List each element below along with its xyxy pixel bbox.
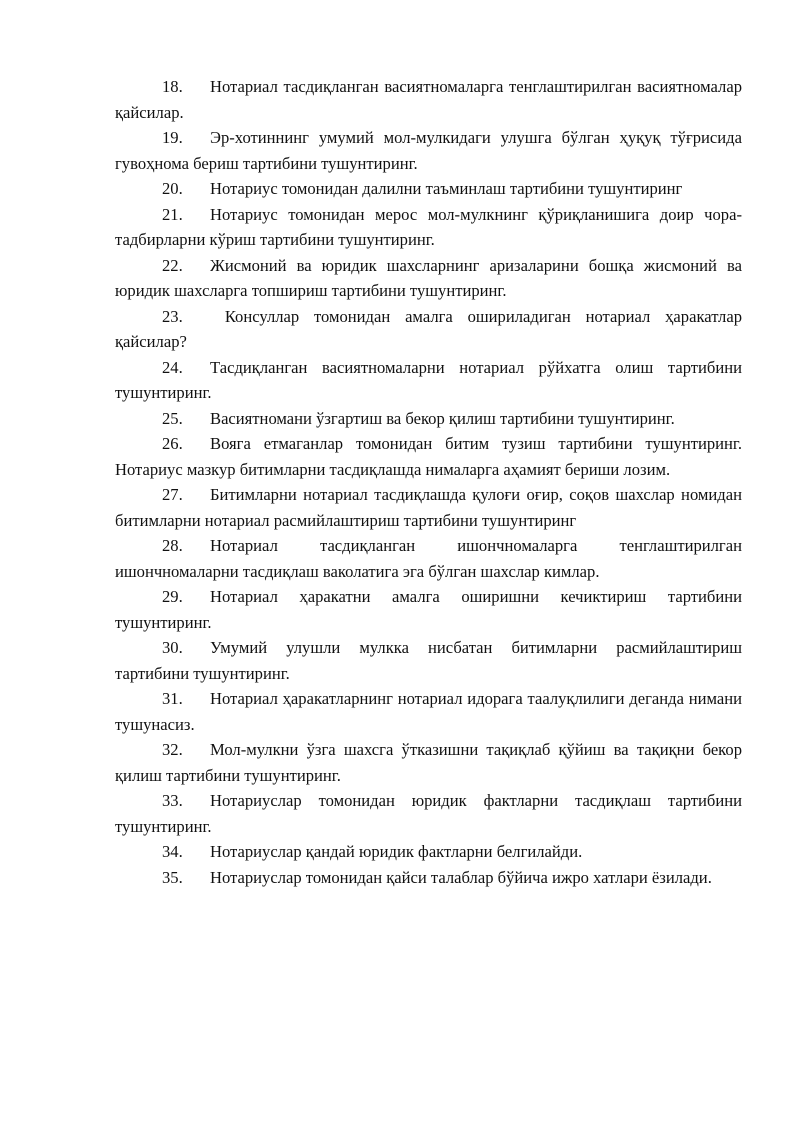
- item-number: 28.: [162, 536, 183, 555]
- item-number: 23.: [162, 306, 183, 326]
- list-item: [115, 533, 742, 584]
- list-item: [115, 482, 742, 533]
- item-number: 32.: [162, 740, 183, 759]
- item-number: 19.: [162, 128, 183, 147]
- item-text: Нотариус томонидан мерос мол-мулкнинг қўриқланишига доир чора-тадбирларни кўриш тартибини тушунтиринг.: [115, 204, 742, 249]
- item-text: Тасдиқланган васиятномаларни нотариал рўйхатга олиш тартибини тушунтиринг.: [115, 357, 742, 402]
- item-number: 29.: [162, 587, 183, 606]
- item-number: 33.: [162, 791, 183, 810]
- list-item: [115, 202, 742, 253]
- item-text: Нотариуслар томонидан юридик фактларни тасдиқлаш тартибини тушунтиринг.: [115, 791, 742, 836]
- item-number: 25.: [162, 408, 183, 428]
- item-text: Эр-хотиннинг умумий мол-мулкидаги улушга бўлган ҳуқуқ тўғрисида гувоҳнома бериш тартибини тушунтиринг.: [115, 128, 742, 173]
- list-item: [115, 839, 742, 865]
- item-number: 34.: [162, 842, 183, 861]
- item-number: 31.: [162, 689, 183, 708]
- item-text: Васиятномани ўзгартиш ва бекор қилиш тартибини тушунтиринг.: [210, 408, 675, 428]
- item-number: 18.: [162, 77, 183, 96]
- item-text: Мол-мулкни ўзга шахсга ўтказишни тақиқлаб қўйиш ва тақиқни бекор қилиш тартибини тушунтиринг.: [115, 740, 742, 785]
- list-item: [115, 737, 742, 788]
- item-text: Нотариуслар қандай юридик фактларни белгилайди.: [210, 842, 583, 861]
- item-text: Нотариал ҳаракатни амалга оширишни кечиктириш тартибини тушунтиринг.: [115, 587, 742, 632]
- item-text: Нотариал тасдиқланган васиятномаларга тенглаштирилган васиятномалар қайсилар.: [115, 77, 742, 122]
- list-item: [115, 125, 742, 176]
- item-text: Нотариал тасдиқланган ишончномаларга тенглаштирилган ишончномаларни тасдиқлаш ваколатига эга бўлган шахслар кимлар.: [115, 536, 742, 581]
- item-text: Битимларни нотариал тасдиқлашда қулоғи оғир, соқов шахслар номидан битимларни нотариал расмийлаштириш тартибини тушунтиринг: [115, 485, 742, 530]
- list-item: [115, 584, 742, 635]
- list-item: [115, 788, 742, 839]
- item-text: Нотариал ҳаракатларнинг нотариал идорага таалуқлилиги деганда нимани тушунасиз.: [115, 689, 742, 734]
- item-number: 20.: [162, 179, 183, 198]
- item-text: Вояга етмаганлар томонидан битим тузиш тартибини тушунтиринг. Нотариус мазкур битимларни тасдиқлашда нималарга аҳамият бериши лозим.: [115, 434, 742, 479]
- list-item: [115, 74, 742, 125]
- list-item: [115, 176, 742, 202]
- item-text: Нотариуслар томонидан қайси талаблар бўйича ижро хатлари ёзилади.: [210, 867, 712, 887]
- list-item: [115, 406, 742, 432]
- list-item: [115, 635, 742, 686]
- list-item: [115, 865, 742, 891]
- item-number: 35.: [162, 867, 183, 887]
- item-number: 24.: [162, 357, 183, 377]
- list-item: [115, 686, 742, 737]
- item-number: 22.: [162, 255, 183, 275]
- item-number: 26.: [162, 434, 183, 453]
- list-item: [115, 355, 742, 406]
- item-text: Нотариус томонидан далилни таъминлаш тартибини тушунтиринг: [210, 179, 683, 198]
- list-item: [115, 304, 742, 355]
- item-number: 21.: [162, 204, 183, 224]
- item-text: Умумий улушли мулкка нисбатан битимларни расмийлаштириш тартибини тушунтиринг.: [115, 638, 742, 683]
- item-text: Жисмоний ва юридик шахсларнинг аризаларини бошқа жисмоний ва юридик шахсларга топшириш тартибини тушунтиринг.: [115, 255, 742, 300]
- item-text: Консуллар томонидан амалга ошириладиган нотариал ҳаракатлар қайсилар?: [115, 306, 742, 351]
- item-number: 30.: [162, 638, 183, 657]
- question-list: [115, 74, 742, 890]
- item-number: 27.: [162, 485, 183, 504]
- list-item: [115, 253, 742, 304]
- list-item: [115, 431, 742, 482]
